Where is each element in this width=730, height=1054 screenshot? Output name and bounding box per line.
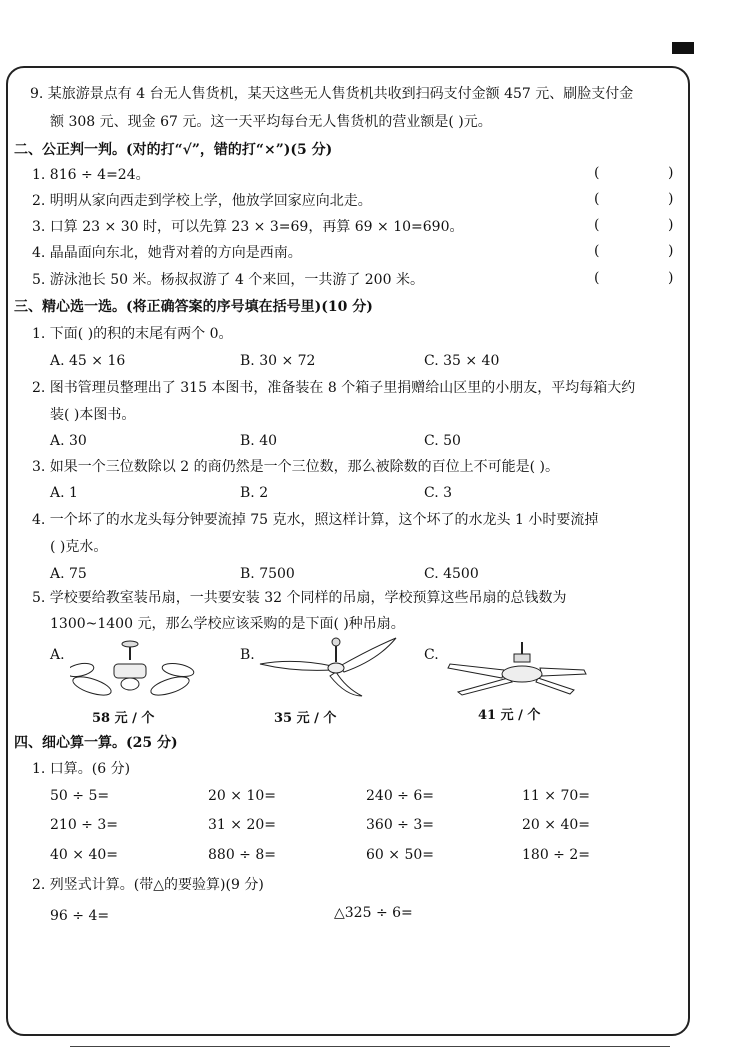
mental-math-item: 20 × 10= (208, 788, 276, 804)
choice-q3-c[interactable]: C. 3 (424, 485, 453, 501)
answer-paren-open[interactable]: ( (594, 270, 600, 286)
q9-line2: 额 308 元、现金 67 元。这一天平均每台无人售货机的营业额是( )元。 (50, 114, 492, 130)
judge-item-2: 2. 明明从家向西走到学校上学，他放学回家应向北走。 (32, 193, 372, 209)
mental-math-item: 60 × 50= (366, 847, 434, 863)
choice-q2-a[interactable]: A. 30 (50, 433, 87, 449)
price-b: 35 元 / 个 (274, 711, 337, 726)
vertical-calc-title: 2. 列竖式计算。(带△的要验算)(9 分) (32, 877, 264, 893)
ceiling-fan-a-icon (70, 640, 210, 702)
choice-q4-line1: 4. 一个坏了的水龙头每分钟要流掉 75 克水，照这样计算，这个坏了的水龙头 1 小时要流掉 (32, 512, 599, 528)
choice-q3: 3. 如果一个三位数除以 2 的商仍然是一个三位数，那么被除数的百位上不可能是( )。 (32, 459, 559, 475)
choice-q1-b[interactable]: B. 30 × 72 (240, 353, 316, 369)
choice-q2-c[interactable]: C. 50 (424, 433, 461, 449)
section3-title: 三、精心选一选。(将正确答案的序号填在括号里)(10 分) (14, 299, 373, 315)
mental-math-item: 180 ÷ 2= (522, 847, 590, 863)
choice-q5-line2: 1300~1400 元，那么学校应该采购的是下面( )种吊扇。 (50, 616, 405, 632)
mental-math-item: 11 × 70= (522, 788, 590, 804)
bottom-rule (70, 1046, 670, 1047)
choice-q4-b[interactable]: B. 7500 (240, 566, 295, 582)
price-c: 41 元 / 个 (478, 708, 541, 723)
q9-line1: 9. 某旅游景点有 4 台无人售货机，某天这些无人售货机共收到扫码支付金额 457 元、刷脸支付金 (30, 86, 634, 102)
answer-paren-close: ) (668, 270, 674, 286)
answer-paren-close: ) (668, 191, 674, 207)
vertical-calc-2: △325 ÷ 6= (334, 905, 413, 921)
choice-q4-line2: ( )克水。 (50, 539, 108, 555)
mental-math-item: 40 × 40= (50, 847, 118, 863)
choice-q2-b[interactable]: B. 40 (240, 433, 278, 449)
answer-paren-close: ) (668, 165, 674, 181)
mental-math-item: 360 ÷ 3= (366, 817, 434, 833)
section4-title: 四、细心算一算。(25 分) (14, 735, 178, 751)
mental-math-item: 31 × 20= (208, 817, 276, 833)
corner-mark (672, 42, 694, 54)
judge-item-5: 5. 游泳池长 50 米。杨叔叔游了 4 个来回，一共游了 200 米。 (32, 272, 424, 288)
ceiling-fan-c-icon (444, 640, 594, 702)
choice-q5-line1: 5. 学校要给教室装吊扇，一共要安装 32 个同样的吊扇，学校预算这些吊扇的总钱数为 (32, 590, 567, 606)
answer-paren-open[interactable]: ( (594, 191, 600, 207)
mental-math-item: 880 ÷ 8= (208, 847, 276, 863)
mental-math-item: 240 ÷ 6= (366, 788, 434, 804)
answer-paren-close: ) (668, 243, 674, 259)
vertical-calc-1: 96 ÷ 4= (50, 908, 110, 924)
choice-q3-b[interactable]: B. 2 (240, 485, 269, 501)
answer-paren-close: ) (668, 217, 674, 233)
mental-math-item: 210 ÷ 3= (50, 817, 118, 833)
mental-math-item: 20 × 40= (522, 817, 590, 833)
answer-paren-open[interactable]: ( (594, 217, 600, 233)
answer-paren-open[interactable]: ( (594, 243, 600, 259)
choice-q1-c[interactable]: C. 35 × 40 (424, 353, 500, 369)
judge-item-3: 3. 口算 23 × 30 时，可以先算 23 × 3=69，再算 69 × 10=690。 (32, 219, 464, 235)
choice-q5-c[interactable]: C. (424, 647, 439, 663)
judge-item-1: 1. 816 ÷ 4=24。 (32, 167, 150, 183)
choice-q5-a[interactable]: A. (50, 647, 65, 663)
mental-math-title: 1. 口算。(6 分) (32, 761, 131, 777)
answer-paren-open[interactable]: ( (594, 165, 600, 181)
choice-q1-a[interactable]: A. 45 × 16 (50, 353, 126, 369)
choice-q4-c[interactable]: C. 4500 (424, 566, 479, 582)
price-a: 58 元 / 个 (92, 711, 155, 726)
judge-item-4: 4. 晶晶面向东北，她背对着的方向是西南。 (32, 245, 302, 261)
mental-math-item: 50 ÷ 5= (50, 788, 110, 804)
choice-q2-line2: 装( )本图书。 (50, 407, 136, 423)
choice-q1: 1. 下面( )的积的末尾有两个 0。 (32, 326, 233, 342)
choice-q5-b[interactable]: B. (240, 647, 255, 663)
choice-q2-line1: 2. 图书管理员整理出了 315 本图书，准备装在 8 个箱子里捐赠给山区里的小朋友，平均每箱大约 (32, 380, 636, 396)
ceiling-fan-b-icon (254, 636, 404, 702)
section2-title: 二、公正判一判。(对的打“√”，错的打“×”)(5 分) (14, 142, 333, 158)
choice-q4-a[interactable]: A. 75 (50, 566, 87, 582)
choice-q3-a[interactable]: A. 1 (50, 485, 78, 501)
